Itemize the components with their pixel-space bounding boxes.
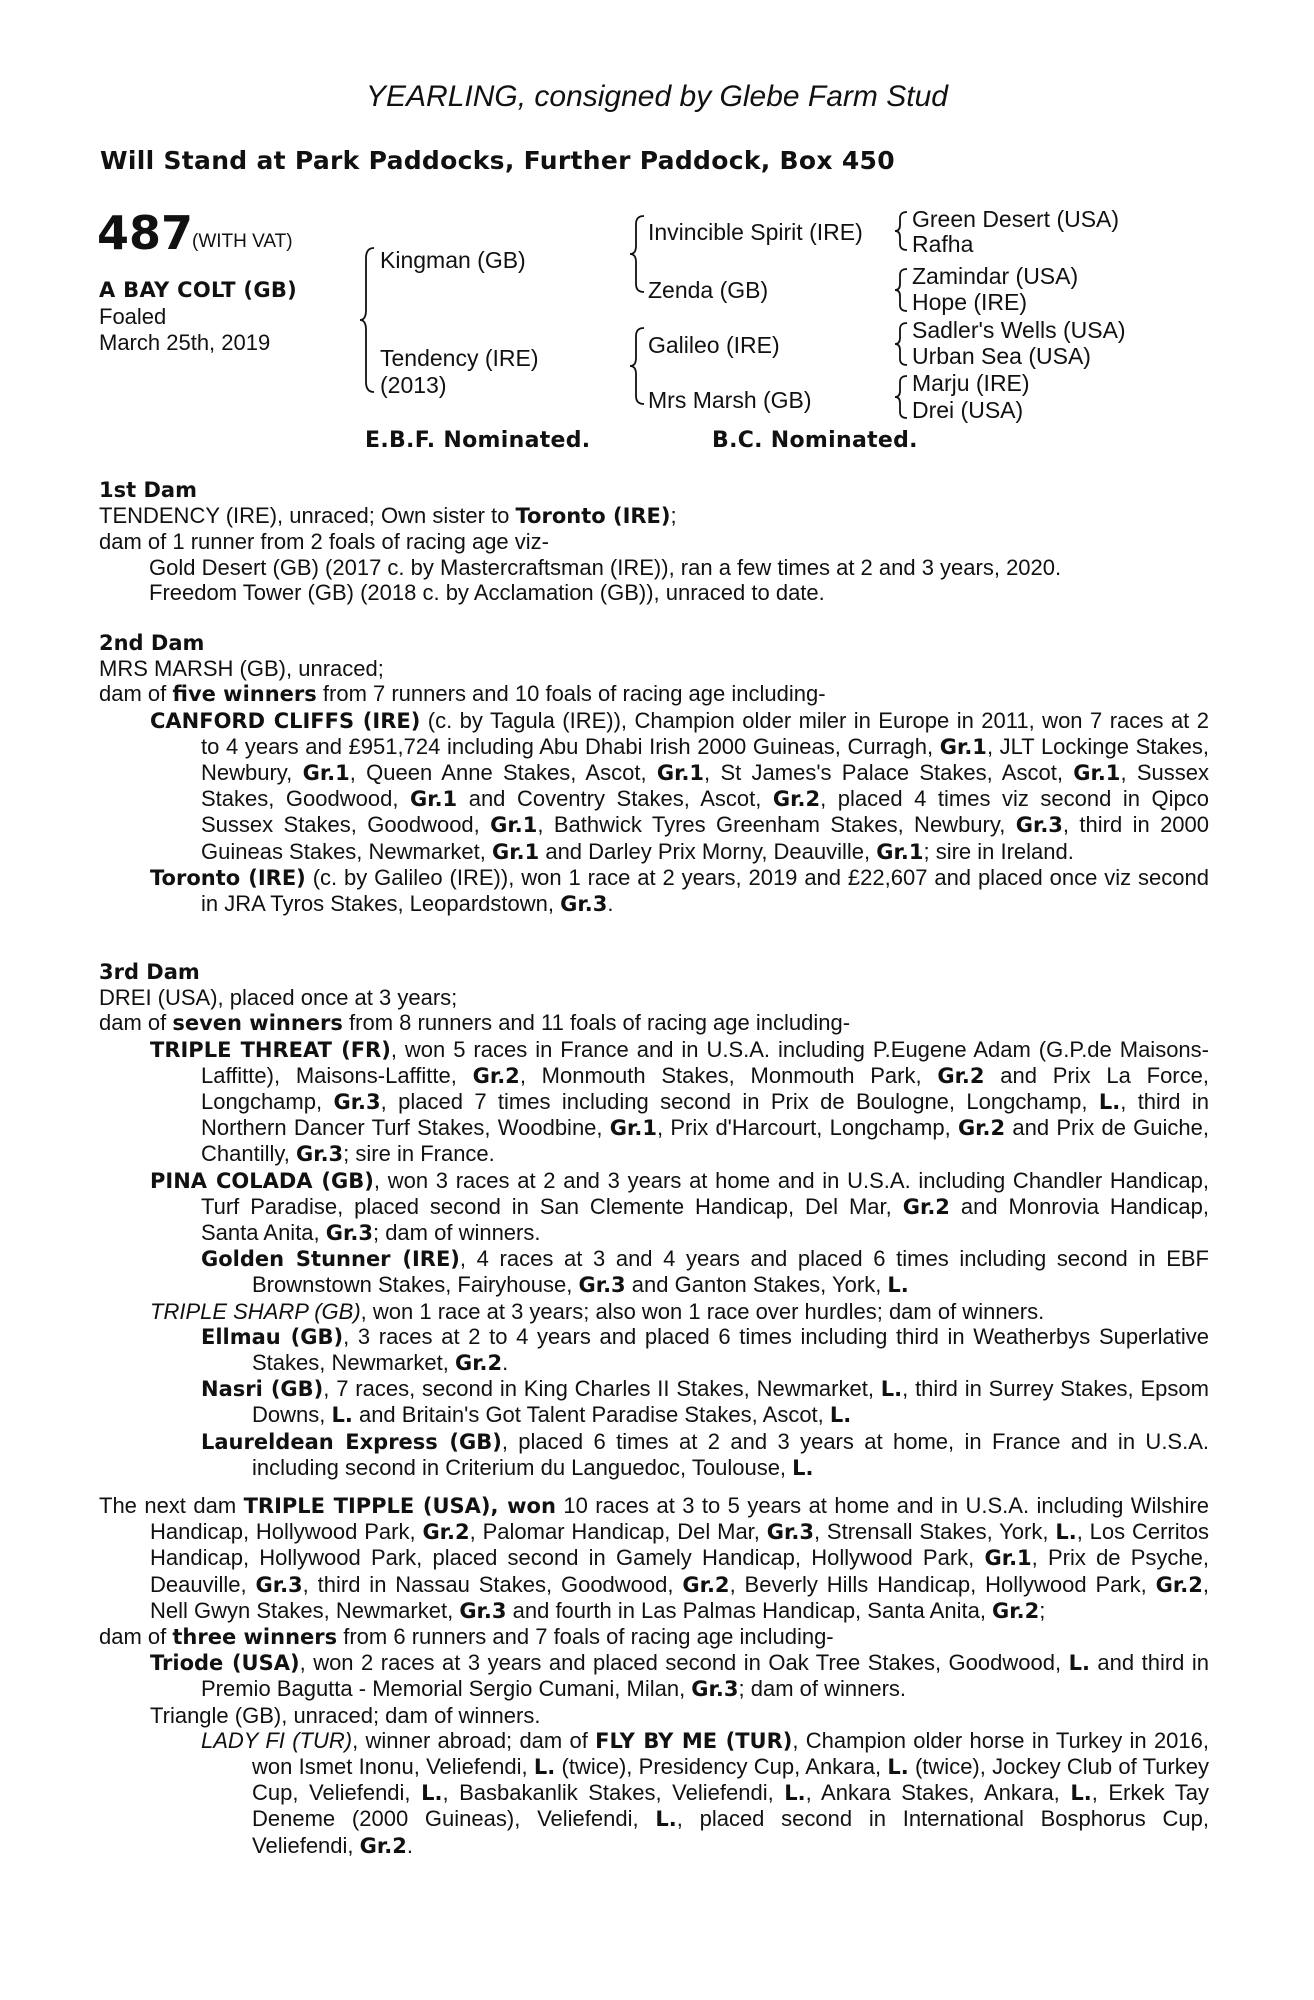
produce-item-toronto [99,865,1209,917]
grade: Gr.2 [1155,1572,1203,1597]
horse-name: TRIPLE SHARP (GB) [150,1298,361,1324]
sire-brace [632,214,646,294]
text: and Prix La Force, Longchamp, [201,1062,1209,1115]
text: (twice), Jockey Club of Turkey Cup, Veliefendi, [252,1754,1209,1806]
text: , Strensall Stakes, York, [813,1519,1056,1545]
horse-name: Ellmau (GB) [201,1324,344,1349]
grade: Gr.2 [957,1116,1006,1141]
text: TENDENCY (IRE), unraced; Own sister to [99,503,516,529]
next-dam-paragraph [99,1493,1209,1624]
text: , Palomar Handicap, Del Mar, [469,1519,767,1545]
second-dam-produce-line [99,681,1209,707]
text: The next dam [99,1493,244,1518]
grade: Gr.3 [560,892,608,917]
horse-name: TRIPLE THREAT (FR) [150,1037,391,1062]
produce-item-triple-sharp [99,1299,1209,1324]
text: (twice), Presidency Cup, Ankara, [555,1754,888,1780]
next-dam-produce-line [99,1624,1209,1650]
grade: Gr.3 [295,1142,344,1167]
horse-name: PINA COLADA (GB) [150,1168,374,1193]
grade: Gr.2 [454,1351,503,1376]
grade: L. [533,1755,556,1780]
produce-item-triode [99,1650,1209,1702]
text: ; sire in France. [343,1141,495,1167]
grade: L. [792,1455,814,1480]
text: ; [1039,1597,1046,1623]
pedigree-sire-sire: Invincible Spirit (IRE) [648,219,863,245]
text: . [607,891,614,917]
text: , 4 races at 3 and 4 years and placed 6 times including second in EBF Brownstown Stakes, Fairyhouse, [252,1246,1209,1298]
produce-item: Gold Desert (GB) (2017 c. by Mastercraftsman (IRE)), ran a few times at 2 and 3 years, 2020. [149,554,1062,580]
text: , won 5 races in France and in U.S.A. including P.Eugene Adam (G.P.de Maisons-Laffitte), Maisons-Laffitte, [201,1036,1209,1088]
third-dam-produce-line [99,1010,1209,1036]
text: , Erkek Tay Deneme (2000 Guineas), Veliefendi, [252,1780,1209,1832]
horse-name: FLY BY ME (TUR) [595,1728,793,1753]
text: and Britain's Got Talent Paradise Stakes, Ascot, [352,1402,830,1428]
grade: L. [421,1781,443,1806]
pedigree-sire-dam: Zenda (GB) [648,277,769,303]
text: , St James's Palace Stakes, Ascot, [704,760,1074,786]
text: , Bathwick Tyres Greenham Stakes, Newbury, [537,812,1016,838]
produce-item-laureldean-express [99,1429,1209,1481]
page-title: YEARLING, consigned by Glebe Farm Stud [366,80,948,113]
foaled-label: Foaled [99,304,167,329]
text: from 6 runners and 7 foals of racing age including- [337,1624,834,1650]
text: , Ankara Stakes, Ankara, [805,1780,1071,1806]
grade: Gr.2 [772,787,821,812]
grade: Gr.1 [302,761,350,786]
text: , JLT Lockinge Stakes, Newbury, [201,733,1209,786]
second-dam-line: MRS MARSH (GB), unraced; [99,656,384,682]
winners-count: three winners [172,1625,338,1650]
grade: Gr.2 [937,1063,985,1088]
grade: Gr.1 [492,839,540,864]
produce-item-lady-fi [99,1728,1209,1859]
second-dam-section [99,631,1209,917]
grade: Gr.1 [876,839,924,864]
pedigree-g3: Zamindar (USA) [912,263,1079,289]
pedigree-dam-year: (2013) [380,372,447,398]
text: , third in Nassau Stakes, Goodwood, [302,1571,683,1597]
sire-dam-brace [362,246,376,394]
text: , Prix d'Harcourt, Longchamp, [656,1115,958,1141]
third-dam-section [99,960,1209,1481]
vat-note: (WITH VAT) [192,231,293,252]
g-brace-1 [896,210,908,252]
g-brace-3 [896,321,908,367]
grade: Gr.3 [1015,813,1063,838]
bc-nominated: B.C. Nominated. [712,428,918,453]
text: , placed 7 times including second in Prix de Boulogne, Longchamp, [380,1089,1099,1115]
stand-location: Will Stand at Park Paddocks, Further Paddock, Box 450 [100,146,895,175]
horse-name: LADY FI (TUR) [201,1727,353,1753]
text: , third in Northern Dancer Turf Stakes, Woodbine, [201,1089,1209,1141]
grade: L. [880,1377,903,1402]
pedigree-dam: Tendency (IRE) [380,345,539,371]
grade: Gr.1 [1073,761,1121,786]
text: , Monmouth Stakes, Monmouth Park, [519,1062,938,1088]
text: , won 3 races at 2 and 3 years at home and in U.S.A. including Chandler Handicap, Turf Paradise, placed second in San Clemente Handicap, Del Mar, [201,1167,1209,1219]
text: and Darley Prix Morny, Deauville, [539,838,877,864]
text: ; sire in Ireland. [923,838,1074,864]
text: , Basbakanlik Stakes, Veliefendi, [442,1780,785,1806]
text: , Prix de Psyche, Deauville, [150,1545,1209,1597]
text: , Sussex Stakes, Goodwood, [201,760,1209,812]
horse-name: Nasri (GB) [201,1377,324,1402]
text: dam of [99,1624,173,1650]
produce-item-pina-colada [99,1168,1209,1247]
text: dam of [99,681,173,707]
pedigree-g6: Urban Sea (USA) [912,343,1091,369]
second-dam-heading: 2nd Dam [99,631,205,655]
horse-name: Toronto (IRE) [150,865,306,890]
produce-item-canford-cliffs [99,708,1209,865]
text: and third in Premio Bagutta - Memorial Sergio Cumani, Milan, [201,1650,1209,1702]
horse-name: CANFORD CLIFFS (IRE) [150,708,421,733]
text: , placed 6 times at 2 and 3 years at home, in France and in U.S.A. including second in Criterium du Languedoc, Toulouse, [252,1428,1210,1480]
winners-count: five winners [172,682,317,707]
text: (c. by Tagula (IRE)), Champion older miler in Europe in 2011, won 7 races at 2 to 4 years and £951,724 including Abu Dhabi Irish 2000 Guineas, Curragh, [201,707,1209,759]
text: from 8 runners and 11 foals of racing age including- [342,1010,851,1036]
text: . [406,1832,413,1858]
grade: Gr.3 [333,1090,381,1115]
text: , Los Cerritos Handicap, Hollywood Park, placed second in Gamely Handicap, Hollywood Park, [150,1519,1209,1571]
pedigree-g8: Drei (USA) [912,397,1024,423]
lot-number: 487 [97,206,194,260]
grade: Gr.1 [656,761,705,786]
grade: L. [1070,1781,1092,1806]
produce-item-triple-threat [99,1037,1209,1168]
text: , Queen Anne Stakes, Ascot, [349,760,657,786]
grade: Gr.3 [255,1572,303,1597]
grade: Gr.1 [984,1546,1032,1571]
text: . [502,1350,509,1376]
pedigree-g2: Rafha [912,231,974,257]
grade: Gr.1 [490,813,538,838]
first-dam-section [99,478,1209,605]
pedigree-dam-dam: Mrs Marsh (GB) [648,387,812,413]
text: and Monrovia Handicap, Santa Anita, [201,1193,1209,1246]
text: , won 2 races at 3 years and placed second in Oak Tree Stakes, Goodwood, [299,1650,1069,1676]
grade: Gr.3 [459,1598,507,1623]
first-dam-line [99,503,1209,529]
grade: Gr.3 [325,1221,373,1246]
text: , Champion older horse in Turkey in 2016, won Ismet Inonu, Veliefendi, [252,1727,1209,1780]
grade: L. [331,1403,353,1428]
produce-item-nasri [99,1376,1209,1428]
winners-count: seven winners [172,1011,343,1036]
text: ; [670,503,677,529]
text: , won 1 race at 3 years; also won 1 race over hurdles; dam of winners. [360,1298,1045,1324]
text: and Coventry Stakes, Ascot, [457,786,773,812]
produce-item-golden-stunner [99,1246,1209,1298]
text: , Beverly Hills Handicap, Hollywood Park, [729,1571,1156,1597]
text: , won [490,1494,556,1518]
grade: Gr.2 [472,1063,520,1088]
grade: Gr.2 [682,1572,730,1597]
text: ; dam of winners. [738,1676,907,1702]
grade: L. [784,1781,806,1806]
grade: L. [887,1273,909,1298]
grade: Gr.2 [992,1598,1040,1623]
text: , winner abroad; dam of [352,1727,596,1753]
grade: L. [655,1807,677,1832]
grade: Gr.1 [609,1116,657,1141]
text: (c. by Galileo (IRE)), won 1 race at 2 years, 2019 and £22,607 and placed once viz second in JRA Tyros Stakes, Leopardstown, [201,864,1209,917]
pedigree-dam-sire: Galileo (IRE) [648,332,780,358]
horse-name: TRIPLE TIPPLE (USA) [243,1494,491,1518]
pedigree-sire: Kingman (GB) [380,247,526,273]
grade: Gr.1 [409,787,458,812]
produce-item-ellmau [99,1324,1209,1376]
first-dam-produce-line: dam of 1 runner from 2 foals of racing age viz- [99,529,549,555]
text: dam of [99,1010,173,1036]
text: , 7 races, second in King Charles II Stakes, Newmarket, [323,1376,881,1402]
lot-description: A BAY COLT (GB) [99,278,298,302]
grade: Gr.2 [359,1833,407,1858]
grade: Gr.2 [902,1194,950,1219]
text: , third in 2000 Guineas Stakes, Newmarket, [201,812,1210,864]
grade: L. [829,1403,852,1428]
pedigree-g1: Green Desert (USA) [912,206,1120,232]
produce-item: Freedom Tower (GB) (2018 c. by Acclamation (GB)), unraced to date. [149,579,825,605]
foaled-date: March 25th, 2019 [99,330,271,355]
text: , third in Surrey Stakes, Epsom Downs, [252,1376,1209,1428]
third-dam-line: DREI (USA), placed once at 3 years; [99,985,458,1011]
grade: Gr.3 [578,1273,626,1298]
ebf-nominated: E.B.F. Nominated. [365,428,591,453]
grade: Gr.2 [422,1520,470,1545]
first-dam-heading: 1st Dam [99,478,197,502]
pedigree-g5: Sadler's Wells (USA) [912,317,1126,343]
text: , placed 4 times viz second in Qipco Sussex Stakes, Goodwood, [201,786,1210,838]
grade: L. [1068,1651,1090,1676]
text: , Nell Gwyn Stakes, Newmarket, [150,1571,1209,1623]
text: , placed second in International Bosphorus Cup, Veliefendi, [252,1806,1209,1858]
grade: L. [1098,1090,1121,1115]
dam-brace [632,326,646,406]
grade: L. [1055,1520,1077,1545]
pedigree-g4: Hope (IRE) [912,289,1028,315]
next-dam-section [99,1493,1209,1859]
horse-name: Toronto (IRE) [515,504,671,529]
text: and fourth in Las Palmas Handicap, Santa Anita, [506,1597,993,1623]
horse-name: Golden Stunner (IRE) [201,1247,460,1272]
produce-item-triangle: Triangle (GB), unraced; dam of winners. [150,1702,541,1728]
pedigree-g7: Marju (IRE) [912,370,1030,396]
grade: L. [887,1755,909,1780]
horse-name: Triode (USA) [150,1651,300,1676]
grade: Gr.3 [766,1520,814,1545]
horse-name: Laureldean Express (GB) [201,1429,502,1454]
text: and Ganton Stakes, York, [625,1272,888,1298]
text: 10 races at 3 to 5 years at home and in U.S.A. including Wilshire Handicap, Hollywood Park, [150,1493,1209,1545]
grade: Gr.3 [691,1677,739,1702]
grade: Gr.1 [939,734,987,759]
g-brace-4 [896,374,908,420]
third-dam-heading: 3rd Dam [99,960,200,984]
text: , 3 races at 2 to 4 years and placed 6 times including third in Weatherbys Superlative Stakes, Newmarket, [252,1323,1210,1376]
text: and Prix de Guiche, Chantilly, [201,1115,1209,1167]
g-brace-2 [896,267,908,313]
text: from 7 runners and 10 foals of racing age including- [316,681,826,707]
text: ; dam of winners. [372,1220,541,1246]
